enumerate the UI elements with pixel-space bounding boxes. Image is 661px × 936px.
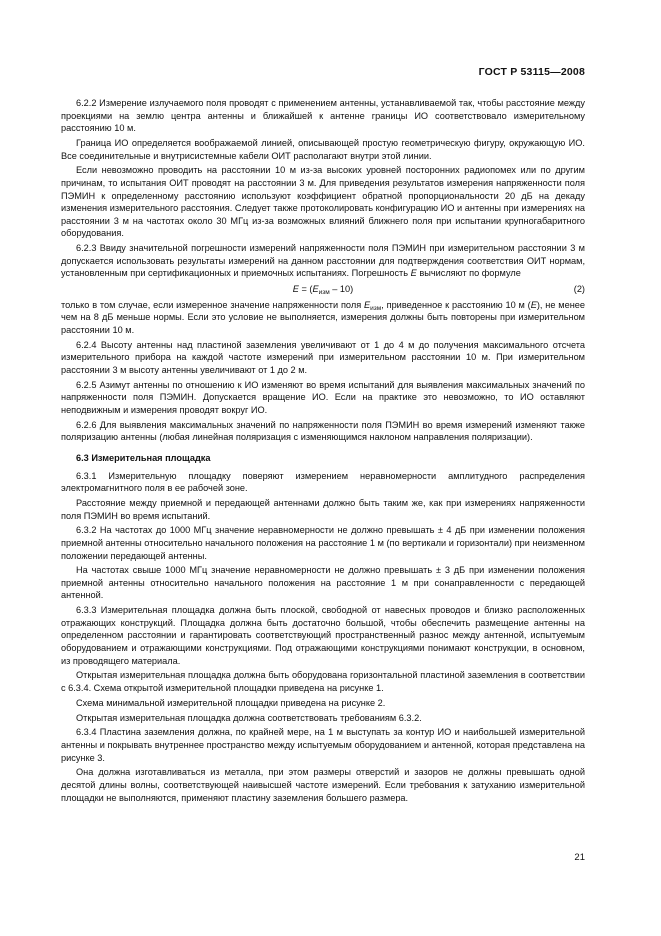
paragraph-figure-2: Схема минимальной измерительной площадки приведена на рисунке 2.	[76, 697, 386, 708]
paragraph-ground-plate: Открытая измерительная площадка должна быть оборудована горизонтальной пластиной заземления в соответствии с 6.3.4. Схема открытой измерительной площадки приведена на рисунке 1.	[61, 670, 585, 693]
paragraph-boundary: Граница ИО определяется воображаемой линией, описывающей простую геометрическую фигуру, окружающую ИО. Все соединительные и внутрисистемные кабели ОИТ располагают внутри этой линии.	[61, 137, 585, 161]
paragraph-6-2-5: 6.2.5 Азимут антенны по отношению к ИО изменяют во время испытаний для выявления максимальных значений по напряженности поля ПЭМИН. Допускается вращение ИО. Если на практике это невозможно, то ИО оставляют неподвижным и измерения проводят вокруг ИО.	[61, 379, 585, 415]
paragraph-6-3-1: 6.3.1 Измерительную площадку поверяют измерением неравномерности амплитудного распределения электромагнитного поля в ее рабочей зоне.	[61, 470, 585, 494]
formula-2: $E = (E_{изм} - 10)$ (2)	[292, 283, 585, 296]
formula-number: (2)	[573, 283, 585, 294]
paragraph-3m-distance: Если невозможно проводить на расстоянии 10 м из-за высоких уровней посторонних радиопомех или по другим причинам, то испытания ОИТ проводят на расстоянии 3 м. Для приведения результатов измерения напряженности поля ПЭМИН к определенному расстоянию используют коэффициент обратной пропорциональности 20 дБ на декаду изменения измерительного расстояния. Следует также протоколировать конфигурацию ИО и антенны при измерениях на расстоянии 3 м на частотах около 30 МГц из-за возможных влияний ближнего поля при испытании крупногабаритного оборудования.	[61, 165, 585, 239]
paragraph-6-3-3: 6.3.3 Измерительная площадка должна быть плоской, свободной от навесных проводов и близко расположенных отражающих конструкций. Площадка должна быть достаточно большой, чтобы обеспечить размещение антенны на определенном расстоянии и гарантировать соответствующий пространственный разнос между антенной, испытуемым оборудованием и отражающими конструкциями. Под отражающими конструкциями понимают конструкции, в основном, из проводящего материала.	[61, 605, 585, 666]
paragraph-6-2-4: 6.2.4 Высоту антенны над пластиной заземления увеличивают от 1 до 4 м до получения максимального отсчета измерительного прибора на каждой частоте измерений при измерительном расстоянии 10 м. При измерительном расстоянии 3 м высоту антенны увеличивают от 1 до 2 м.	[61, 339, 585, 376]
section-heading-6-3: 6.3 Измерительная площадка	[76, 452, 211, 463]
paragraph-6-3-2: 6.3.2 На частотах до 1000 МГц значение неравномерности не должно превышать ± 4 дБ при изменении положения приемной антенны относительно начального положения на расстояние 1 м (по вертикали и горизонтали) при неизменном положении передающей антенны.	[61, 525, 585, 561]
page-number: 21	[574, 852, 585, 863]
paragraph-6-3-4: 6.3.4 Пластина заземления должна, по крайней мере, на 1 м выступать за контур ИО и наибольшей измерительной антенны и покрывать внутреннее пространство между испытуемым оборудованием и антенной, которая представлена на рисунке 3.	[61, 727, 585, 763]
paragraph-metal: Она должна изготавливаться из металла, при этом размеры отверстий и зазоров не должны превышать одной десятой длины волны, соответствующей наивысшей частоте измерений. Если требования к затуханию измерительной площадки не выполняются, применяют пластину заземления большего размера.	[61, 767, 585, 803]
paragraph-antenna-distance: Расстояние между приемной и передающей антеннами должно быть таким же, как при измерениях напряженности поля ПЭМИН во время испытаний.	[61, 497, 585, 521]
paragraph-after-formula: только в том случае, если измеренное значение напряженности поля $E_{изм}$, приведенное к расстоянию 10 м (E), не менее чем на 8 дБ меньше нормы. Если это условие не выполняется, измерения должны быть повторены при измерительном расстоянии 10 м.	[61, 299, 585, 336]
document-code: ГОСТ Р 53115—2008	[478, 66, 585, 78]
paragraph-requirements: Открытая измерительная площадка должна соответствовать требованиям 6.3.2.	[76, 712, 422, 723]
paragraph-above-1000mhz: На частотах свыше 1000 МГц значение неравномерности не должно превышать ± 3 дБ при изменении положения приемной антенны относительно начального положения на расстояние 1 м при сонаправленности с передающей антенной.	[61, 565, 585, 601]
paragraph-6-2-2: 6.2.2 Измерение излучаемого поля проводят с применением антенны, устанавливаемой так, чтобы расстояние между проекциями на землю центра антенны и ближайшей к антенне границы ИО соответствовало измерительному расстоянию 10 м.	[61, 98, 585, 134]
paragraph-6-2-6: 6.2.6 Для выявления максимальных значений по напряженности поля ПЭМИН во время измерений изменяют также поляризацию антенны (любая линейная поляризация с изменяющимся наклоном направления поляризации).	[61, 419, 585, 443]
variable-e: E	[410, 268, 417, 279]
page-body	[61, 97, 585, 806]
paragraph-6-2-3: 6.2.3 Ввиду значительной погрешности измерений напряженности поля ПЭМИН при измерительном расстоянии 3 м допускается использовать результаты измерений на данном расстоянии для подтверждения соответствия ОИТ нормам, установленным при сертификационных и приемочных испытаниях. Погрешность E вычисляют по формуле	[61, 243, 585, 279]
